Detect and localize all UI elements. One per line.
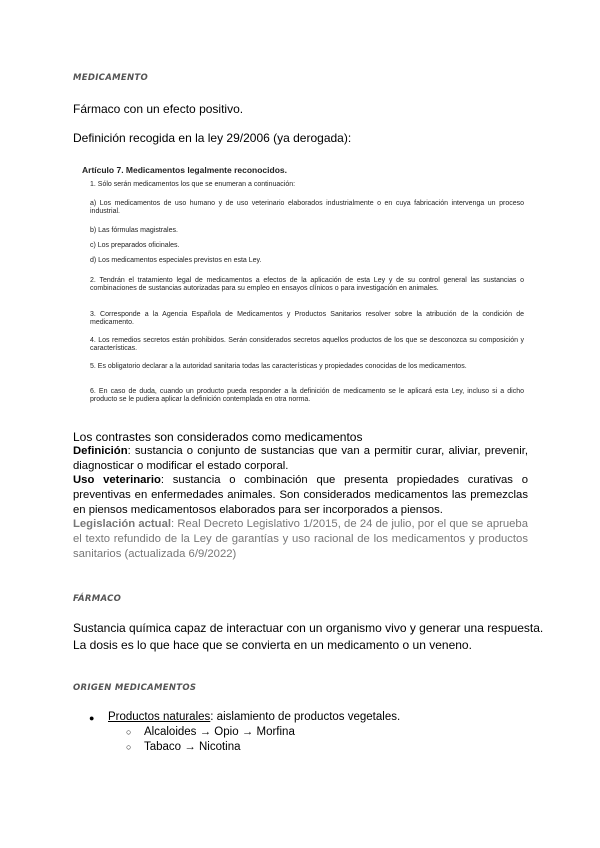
text-productos-naturales: : aislamiento de productos vegetales. [210,711,401,723]
article-pc: c) Los preparados oficinales. [90,242,180,249]
list-item-tabaco: Tabaco → Nicotina [144,741,241,753]
label-definicion: Definición [73,445,128,457]
list-item-alcaloides: Alcaloides → Opio → Morfina [144,726,295,738]
heading-medicamento: MEDICAMENTO [73,73,149,83]
text-sustancia-quimica: Sustancia química capaz de interactuar con un organismo vivo y generar una respuesta. [73,621,544,635]
list-item-productos-naturales [108,711,400,723]
article-p3: 3. Corresponde a la Agencia Española de Medicamentos y Productos Sanitarios resolver sobre la atribución de la condición de medicamento. [90,311,524,327]
heading-origen-medicamentos: ORIGEN MEDICAMENTOS [73,683,197,693]
article-pd: d) Los medicamentos especiales previstos en esta Ley. [90,257,262,264]
heading-farmaco: FÁRMACO [73,594,122,604]
text-uso-veterinario: : sustancia o combinación que presenta propiedades curativas o preventivas en enfermedades animales. Son considerados medicamentos las premezclas en piensos medicamentosos elaborados para ser incorporados a piensos. [73,474,528,516]
bullet-icon: ● [89,713,95,723]
article-p2: 2. Tendrán el tratamiento legal de medicamentos a efectos de la aplicación de esta Ley y de su control general las sustancias o combinaciones de sustancias autorizadas para su empleo en ensayos clínicos o para investigación en animales. [90,277,524,293]
article-pa: a) Los medicamentos de uso humano y de uso veterinario elaborados industrialmente o en cuya fabricación intervenga un proceso industrial. [90,200,524,216]
article-pb: b) Las fórmulas magistrales. [90,227,178,234]
label-uso-veterinario: Uso veterinario [73,474,161,486]
circle-bullet-icon: ○ [126,727,132,737]
text-definicion-ley: Definición recogida en la ley 29/2006 (ya derogada): [73,131,352,145]
text-dosis: La dosis es lo que hace que se convierta en un medicamento o un veneno. [73,638,472,652]
text-contrastes: Los contrastes son considerados como medicamentos [73,430,363,444]
article-p1: 1. Sólo serán medicamentos los que se enumeran a continuación: [90,181,296,188]
text-definicion: : sustancia o conjunto de sustancias que van a permitir curar, aliviar, prevenir, diagnosticar o modificar el estado corporal. [73,445,528,472]
article-p4: 4. Los remedios secretos están prohibidos. Serán considerados secretos aquellos productos de los que se desconozca su composición y características. [90,337,524,353]
article-title: Artículo 7. Medicamentos legalmente reconocidos. [82,165,287,175]
paragraph-uso-veterinario [73,473,528,518]
paragraph-definicion [73,444,528,474]
text-farmaco-efecto: Fármaco con un efecto positivo. [73,102,244,116]
article-p6: 6. En caso de duda, cuando un producto pueda responder a la definición de medicamento se le aplicará esta Ley, incluso si a dicho producto se le pudiera aplicar la definición contemplada en otra norma. [90,388,524,404]
label-productos-naturales: Productos naturales [108,711,211,723]
paragraph-legislacion [73,517,528,562]
circle-bullet-icon: ○ [126,742,132,752]
label-legislacion: Legislación actual [73,518,172,530]
text-legislacion: : Real Decreto Legislativo 1/2015, de 24 de julio, por el que se aprueba el texto refundido de la Ley de garantías y uso racional de los medicamentos y productos sanitarios (actualizada 6/9/2022) [73,518,528,560]
article-p5: 5. Es obligatorio declarar a la autoridad sanitaria todas las características y propiedades conocidas de los medicamentos. [90,363,467,370]
